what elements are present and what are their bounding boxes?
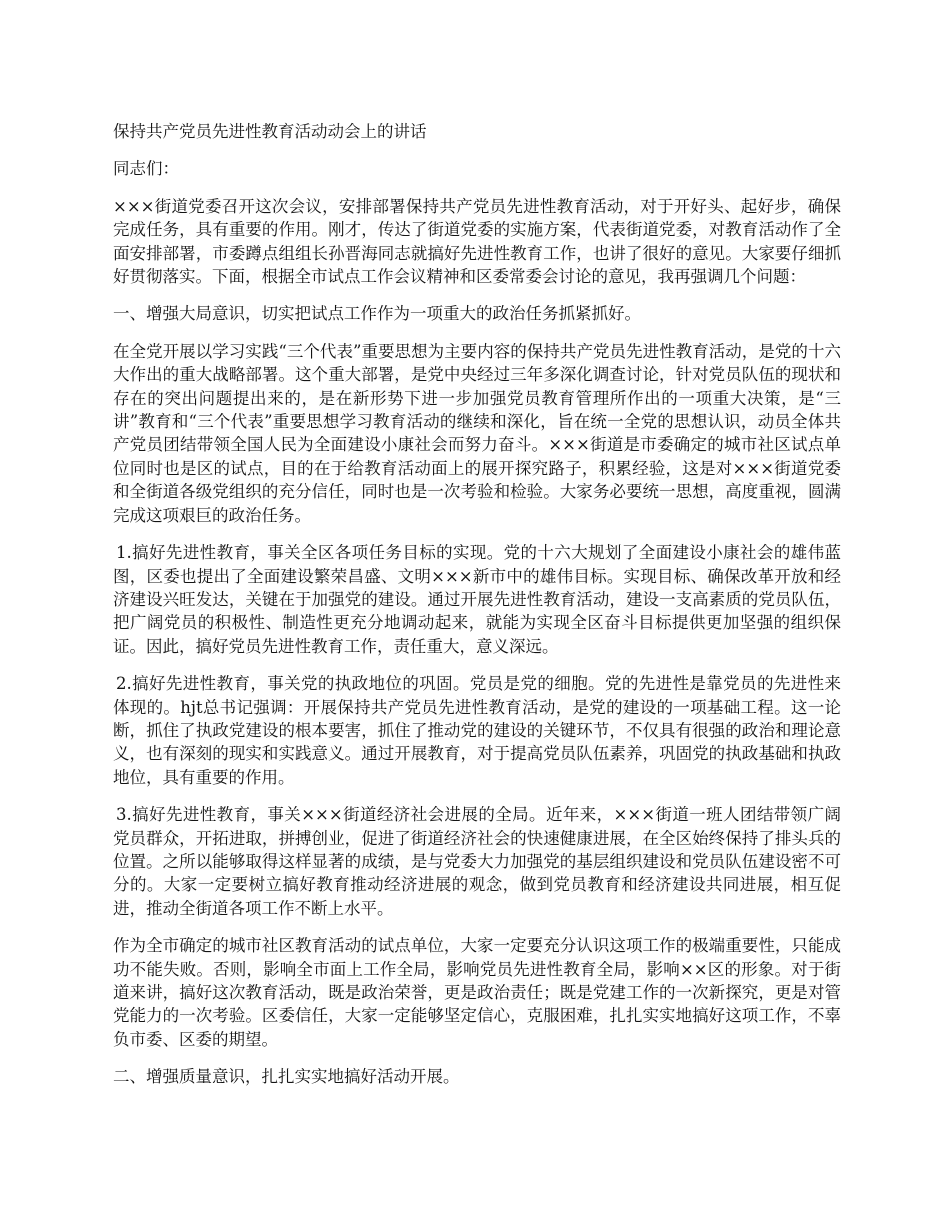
numbered-point-2: 2.搞好先进性教育，事关党的执政地位的巩固。党员是党的细胞。党的先进性是靠党员的先进性来体现的。hjt总书记强调：开展保持共产党员先进性教育活动，是党的建设的一项基础工程。这一论断，抓住了执政党建设的根本要害，抓住了推动党的建设的关键环节，不仅具有很强的政治和理论意义，也有深刻的现实和实践意义。通过开展教育，对于提高党员队伍素养，巩固党的执政基础和执政地位，具有重要的作用。	[113, 674, 841, 787]
paragraph-background: 在全党开展以学习实践“三个代表”重要思想为主要内容的保持共产党员先进性教育活动，是党的十六大作出的重大战略部署。这个重大部署，是党中央经过三年多深化调查讨论，针对党员队伍的现状和存在的突出问题提出来的，是在新形势下进一步加强党员教育管理所作出的一项重大决策，是“三讲”教育和“三个代表”重要思想学习教育活动的继续和深化，旨在统一全党的思想认识，动员全体共产党员团结带领全国人民为全面建设小康社会而努力奋斗。×××街道是市委确定的城市社区试点单位同时也是区的试点，目的在于给教育活动面上的展开探究路子，积累经验，这是对×××街道党委和全街道各级党组织的充分信任，同时也是一次考验和检验。大家务必要统一思想，高度重视，圆满完成这项艰巨的政治任务。	[113, 341, 841, 525]
numbered-point-3: 3.搞好先进性教育，事关×××街道经济社会进展的全局。近年来，×××街道一班人团结带领广阔党员群众，开拓进取，拼搏创业，促进了街道经济社会的快速健康进展，在全区始终保持了排头兵的位置。之所以能够取得这样显著的成绩，是与党委大力加强党的基层组织建设和党员队伍建设密不可分的。大家一定要树立搞好教育推动经济进展的观念，做到党员教育和经济建设共同进展，相互促进，推动全街道各项工作不断上水平。	[113, 805, 841, 918]
numbered-point-1: 1.搞好先进性教育，事关全区各项任务目标的实现。党的十六大规划了全面建设小康社会的雄伟蓝图，区委也提出了全面建设繁荣昌盛、文明×××新市中的雄伟目标。实现目标、确保改革开放和经济建设兴旺发达，关键在于加强党的建设。通过开展先进性教育活动，建设一支高素质的党员队伍，把广阔党员的积极性、制造性更充分地调动起来，就能为实现全区奋斗目标提供更加坚强的组织保证。因此，搞好党员先进性教育工作，责任重大，意义深远。	[113, 543, 841, 656]
section-heading-1: 一、增强大局意识，切实把试点工作作为一项重大的政治任务抓紧抓好。	[113, 304, 641, 324]
section-heading-2: 二、增强质量意识，扎扎实实地搞好活动开展。	[113, 1067, 460, 1087]
paragraph-intro: ×××街道党委召开这次会议，安排部署保持共产党员先进性教育活动，对于开好头、起好步，确保完成任务，具有重要的作用。刚才，传达了街道党委的实施方案，代表街道党委，对教育活动作了全面安排部署，市委蹲点组组长孙晋海同志就搞好先进性教育工作，也讲了很好的意见。大家要仔细抓好贯彻落实。下面，根据全市试点工作会议精神和区委常委会讨论的意见，我再强调几个问题：	[113, 196, 841, 287]
document-title: 保持共产党员先进性教育活动动会上的讲话	[113, 122, 427, 141]
salutation: 同志们：	[113, 159, 179, 179]
document-body	[113, 120, 841, 1103]
paragraph-summary: 作为全市确定的城市社区教育活动的试点单位，大家一定要充分认识这项工作的极端重要性，只能成功不能失败。否则，影响全市面上工作全局，影响党员先进性教育全局，影响××区的形象。对于街道来讲，搞好这次教育活动，既是政治荣誉，更是政治责任；既是党建工作的一次新探究，更是对管党能力的一次考验。区委信任，大家一定能够坚定信心，克服困难，扎扎实实地搞好这项工作，不辜负市委、区委的期望。	[113, 936, 841, 1049]
